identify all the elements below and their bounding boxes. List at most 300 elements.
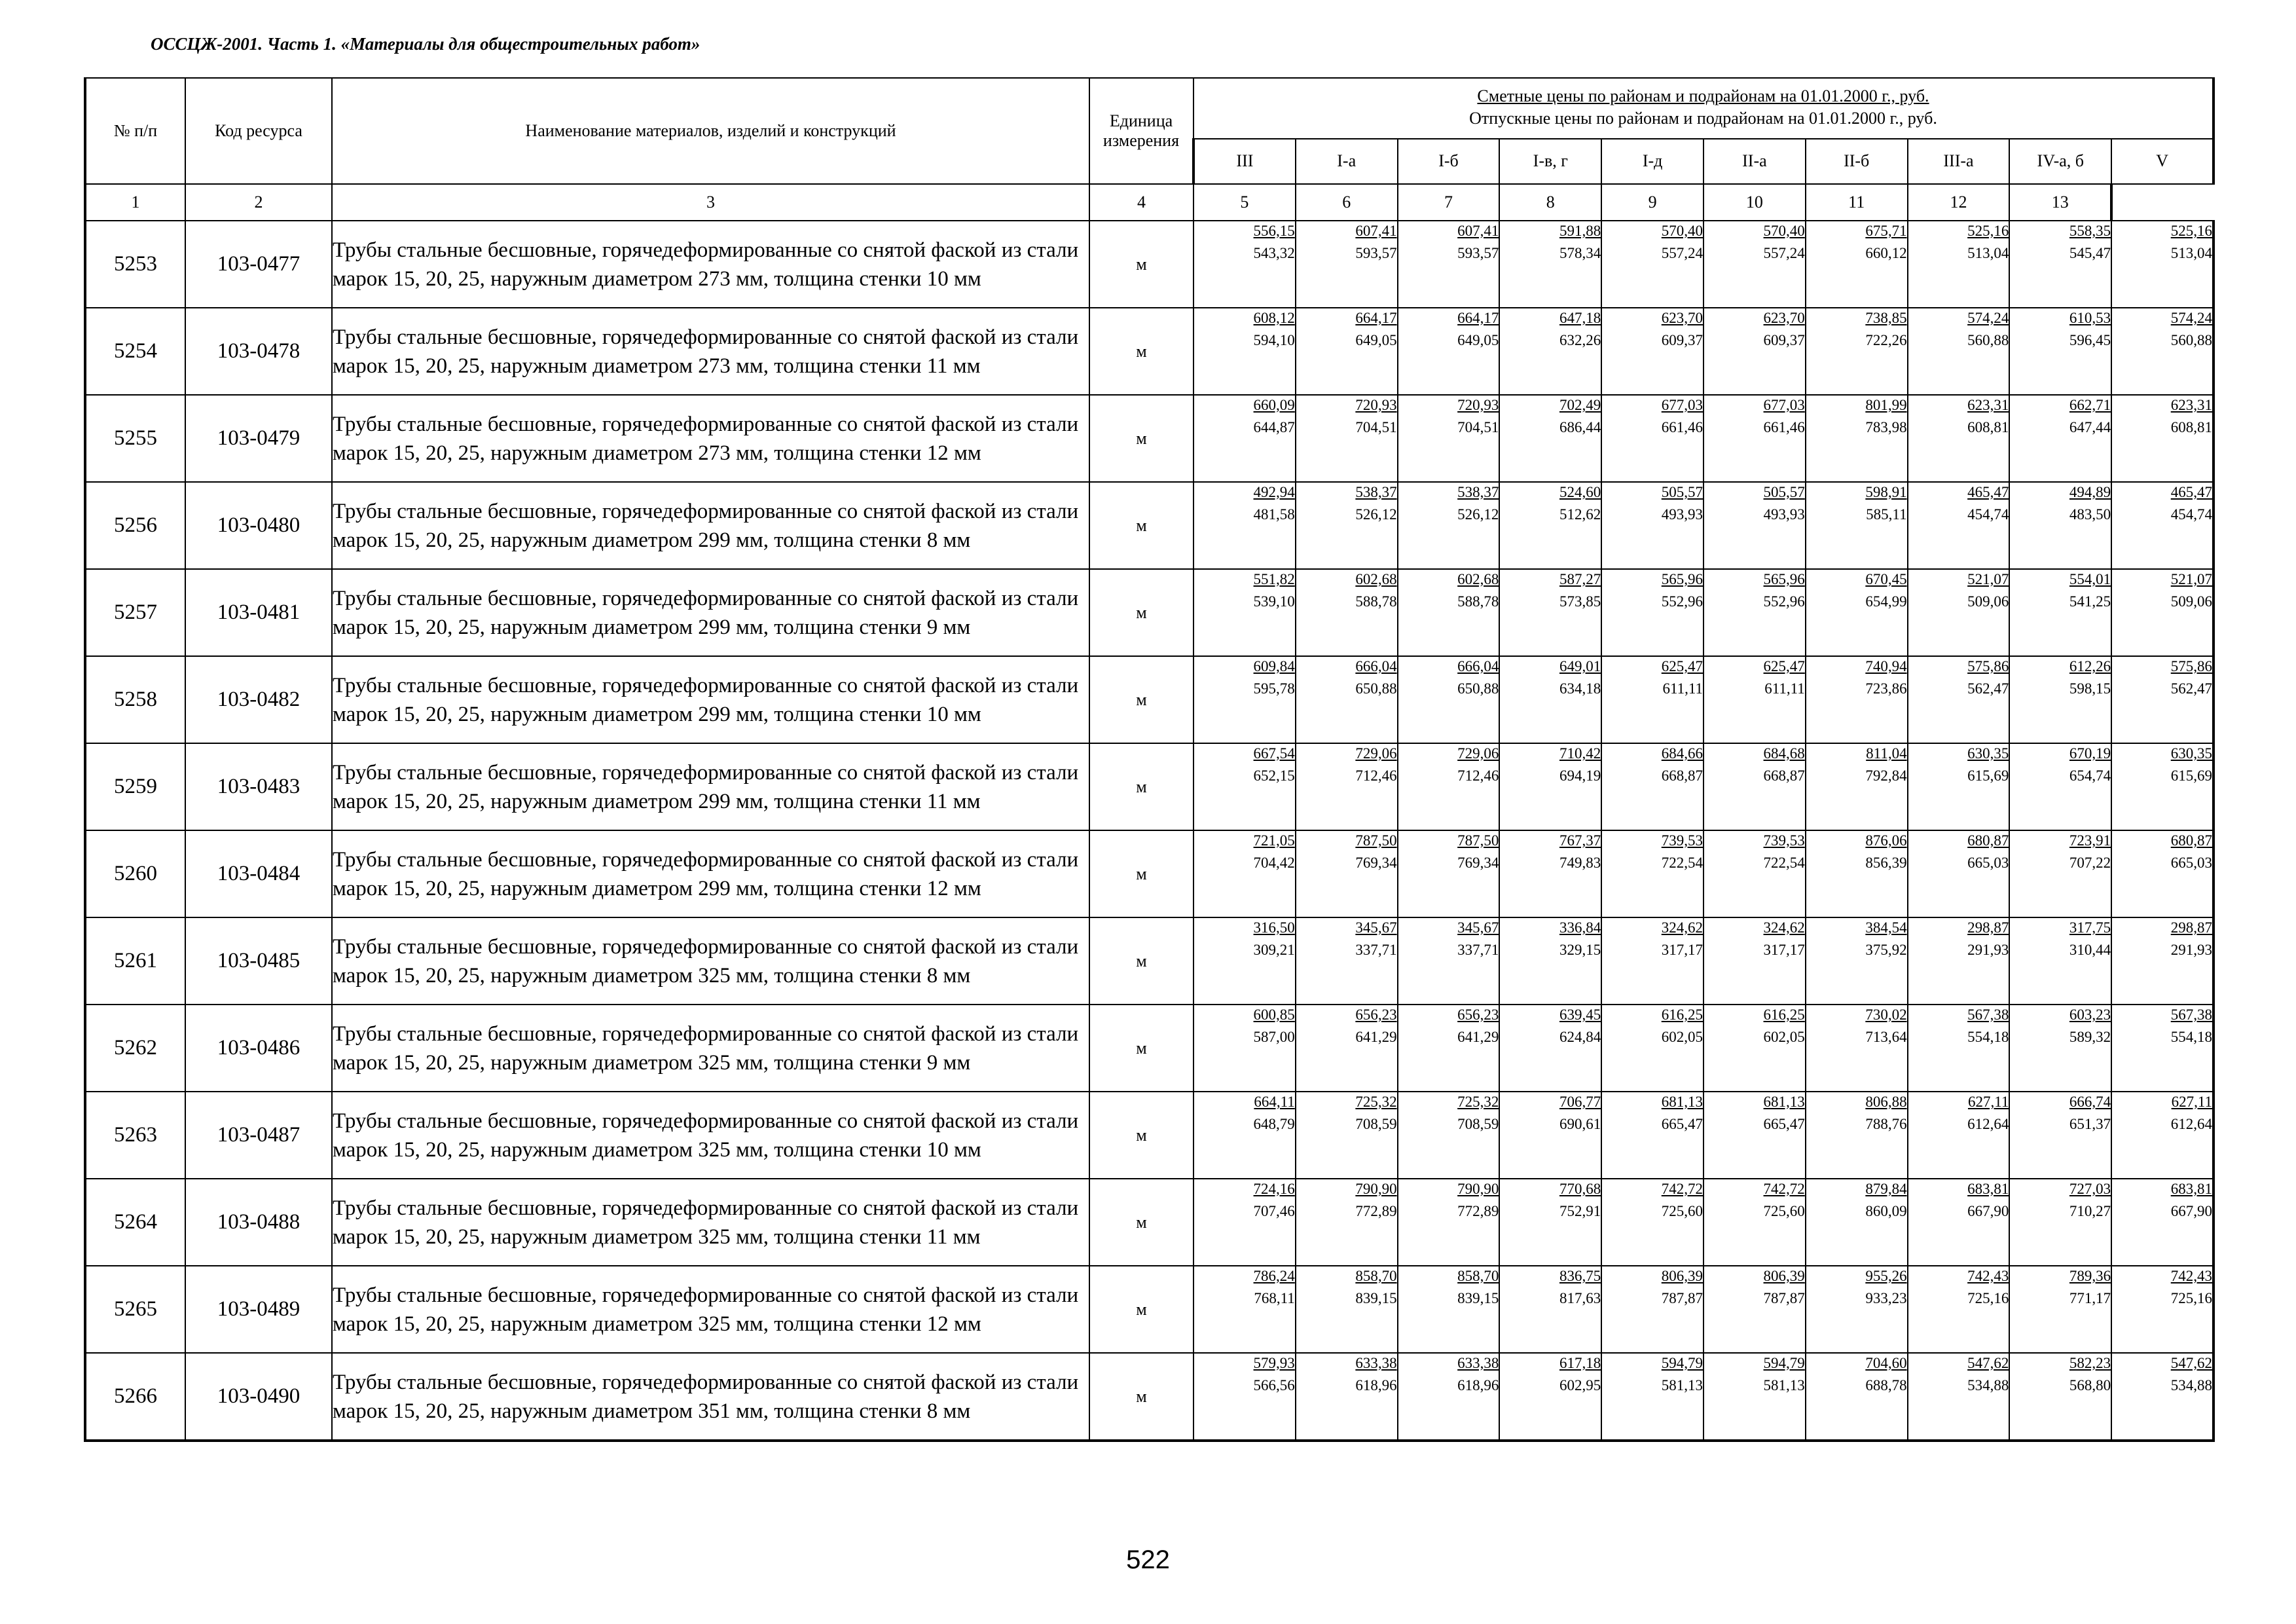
estimate-price: 594,79 xyxy=(1763,1355,1805,1371)
price-cell xyxy=(1908,743,2010,830)
price-cell xyxy=(1704,482,1806,569)
resource-code: 103-0481 xyxy=(185,569,332,656)
estimate-price: 551,82 xyxy=(1253,571,1295,587)
release-price: 665,47 xyxy=(1661,1116,1703,1132)
release-price: 933,23 xyxy=(1865,1290,1907,1306)
estimate-price: 547,62 xyxy=(1967,1355,2009,1371)
price-cell xyxy=(1806,917,1908,1005)
price-cell xyxy=(2111,1092,2214,1179)
header-region: III-а xyxy=(1908,139,2010,184)
row-number: 5259 xyxy=(85,743,185,830)
estimate-price: 630,35 xyxy=(1967,745,2009,762)
release-price: 769,34 xyxy=(1457,855,1499,871)
unit-cell: м xyxy=(1089,743,1194,830)
price-cell xyxy=(1704,308,1806,395)
resource-code: 103-0478 xyxy=(185,308,332,395)
release-price: 562,47 xyxy=(2170,680,2212,697)
release-price: 722,54 xyxy=(1763,855,1805,871)
release-price: 557,24 xyxy=(1763,245,1805,261)
estimate-price: 608,12 xyxy=(1253,310,1295,326)
release-price: 641,29 xyxy=(1355,1029,1397,1045)
estimate-price: 858,70 xyxy=(1355,1268,1397,1284)
release-price: 771,17 xyxy=(2069,1290,2111,1306)
release-price: 860,09 xyxy=(1865,1203,1907,1219)
estimate-price: 298,87 xyxy=(1967,919,2009,936)
price-cell xyxy=(1806,308,1908,395)
release-price: 588,78 xyxy=(1355,593,1397,610)
price-table xyxy=(84,77,2215,1442)
release-price: 787,87 xyxy=(1763,1290,1805,1306)
price-cell xyxy=(2111,308,2214,395)
unit-cell: м xyxy=(1089,569,1194,656)
price-cell xyxy=(1398,743,1500,830)
material-name: Трубы стальные бесшовные, горячедеформированные со снятой фаской из стали марок 15, 20, 25, наружным диаметром 325 мм, толщина стенки 10 мм xyxy=(332,1092,1089,1179)
header-region: II-а xyxy=(1704,139,1806,184)
page-number: 522 xyxy=(1126,1545,1170,1574)
price-cell xyxy=(1194,1266,1296,1353)
header-name: Наименование материалов, изделий и конструкций xyxy=(332,78,1089,184)
estimate-price: 876,06 xyxy=(1865,832,1907,849)
price-cell xyxy=(1296,917,1398,1005)
release-price: 690,61 xyxy=(1559,1116,1601,1132)
price-cell xyxy=(1704,1092,1806,1179)
release-price: 545,47 xyxy=(2069,245,2111,261)
release-price: 708,59 xyxy=(1457,1116,1499,1132)
estimate-price: 465,47 xyxy=(1967,484,2009,500)
release-price: 725,60 xyxy=(1661,1203,1703,1219)
estimate-price: 610,53 xyxy=(2069,310,2111,326)
price-cell xyxy=(1806,221,1908,308)
estimate-price: 492,94 xyxy=(1253,484,1295,500)
column-number: 6 xyxy=(1296,184,1398,221)
release-price: 329,15 xyxy=(1559,942,1601,958)
release-price: 651,37 xyxy=(2069,1116,2111,1132)
estimate-price: 525,16 xyxy=(2170,223,2212,239)
table-row xyxy=(85,1005,2214,1092)
release-price: 593,57 xyxy=(1355,245,1397,261)
estimate-price: 317,75 xyxy=(2069,919,2111,936)
price-cell xyxy=(1601,1005,1704,1092)
estimate-price: 742,43 xyxy=(1967,1268,2009,1284)
estimate-price: 556,15 xyxy=(1253,223,1295,239)
release-price: 704,51 xyxy=(1355,419,1397,435)
material-name: Трубы стальные бесшовные, горячедеформированные со снятой фаской из стали марок 15, 20, 25, наружным диаметром 299 мм, толщина стенки 11 мм xyxy=(332,743,1089,830)
release-price: 493,93 xyxy=(1763,506,1805,523)
unit-cell: м xyxy=(1089,656,1194,743)
release-price: 704,42 xyxy=(1253,855,1295,871)
estimate-price: 505,57 xyxy=(1661,484,1703,500)
release-price: 694,19 xyxy=(1559,767,1601,784)
release-price: 722,26 xyxy=(1865,332,1907,348)
resource-code: 103-0485 xyxy=(185,917,332,1005)
header-release-prices: Отпускные цены по районам и подрайонам на 01.01.2000 г., руб. xyxy=(1469,109,1937,128)
release-price: 661,46 xyxy=(1763,419,1805,435)
price-cell xyxy=(1194,656,1296,743)
release-price: 483,50 xyxy=(2069,506,2111,523)
material-name: Трубы стальные бесшовные, горячедеформированные со снятой фаской из стали марок 15, 20, 25, наружным диаметром 299 мм, толщина стенки 10 мм xyxy=(332,656,1089,743)
release-price: 649,05 xyxy=(1355,332,1397,348)
material-name: Трубы стальные бесшовные, горячедеформированные со снятой фаской из стали марок 15, 20, 25, наружным диаметром 273 мм, толщина стенки 12 мм xyxy=(332,395,1089,482)
price-cell xyxy=(2111,1005,2214,1092)
price-cell xyxy=(1806,482,1908,569)
estimate-price: 786,24 xyxy=(1253,1268,1295,1284)
header-region: I-в, г xyxy=(1499,139,1601,184)
estimate-price: 647,18 xyxy=(1559,310,1601,326)
price-cell xyxy=(1194,395,1296,482)
price-cell xyxy=(1194,569,1296,656)
release-price: 310,44 xyxy=(2069,942,2111,958)
release-price: 513,04 xyxy=(1967,245,2009,261)
row-number: 5261 xyxy=(85,917,185,1005)
price-cell xyxy=(1398,830,1500,917)
price-cell xyxy=(2009,221,2111,308)
price-cell xyxy=(1499,1092,1601,1179)
release-price: 612,64 xyxy=(2170,1116,2212,1132)
estimate-price: 742,43 xyxy=(2170,1268,2212,1284)
price-cell xyxy=(1194,221,1296,308)
price-cell xyxy=(1194,743,1296,830)
release-price: 602,05 xyxy=(1763,1029,1805,1045)
resource-code: 103-0488 xyxy=(185,1179,332,1266)
price-cell xyxy=(2009,308,2111,395)
estimate-price: 384,54 xyxy=(1865,919,1907,936)
column-number: 2 xyxy=(185,184,332,221)
unit-cell: м xyxy=(1089,1353,1194,1441)
estimate-price: 602,68 xyxy=(1457,571,1499,587)
resource-code: 103-0484 xyxy=(185,830,332,917)
estimate-price: 617,18 xyxy=(1559,1355,1601,1371)
price-cell xyxy=(1806,569,1908,656)
estimate-price: 858,70 xyxy=(1457,1268,1499,1284)
header-region: I-д xyxy=(1601,139,1704,184)
release-price: 654,99 xyxy=(1865,593,1907,610)
release-price: 648,79 xyxy=(1253,1116,1295,1132)
estimate-price: 521,07 xyxy=(2170,571,2212,587)
price-cell xyxy=(1908,482,2010,569)
release-price: 337,71 xyxy=(1355,942,1397,958)
estimate-price: 790,90 xyxy=(1457,1181,1499,1197)
estimate-price: 625,47 xyxy=(1661,658,1703,674)
release-price: 609,37 xyxy=(1763,332,1805,348)
release-price: 552,96 xyxy=(1661,593,1703,610)
release-price: 454,74 xyxy=(2170,506,2212,523)
table-row xyxy=(85,1266,2214,1353)
release-price: 686,44 xyxy=(1559,419,1601,435)
release-price: 609,37 xyxy=(1661,332,1703,348)
release-price: 291,93 xyxy=(2170,942,2212,958)
price-cell xyxy=(1499,1353,1601,1441)
estimate-price: 554,01 xyxy=(2069,571,2111,587)
estimate-price: 633,38 xyxy=(1355,1355,1397,1371)
price-cell xyxy=(1908,308,2010,395)
price-cell xyxy=(1499,221,1601,308)
price-cell xyxy=(2009,743,2111,830)
price-cell xyxy=(1601,656,1704,743)
material-name: Трубы стальные бесшовные, горячедеформированные со снятой фаской из стали марок 15, 20, 25, наружным диаметром 325 мм, толщина стенки 11 мм xyxy=(332,1179,1089,1266)
price-cell xyxy=(1704,1266,1806,1353)
price-cell xyxy=(1398,1005,1500,1092)
material-name: Трубы стальные бесшовные, горячедеформированные со снятой фаской из стали марок 15, 20, 25, наружным диаметром 325 мм, толщина стенки 12 мм xyxy=(332,1266,1089,1353)
price-cell xyxy=(1499,308,1601,395)
estimate-price: 465,47 xyxy=(2170,484,2212,500)
price-cell xyxy=(2009,482,2111,569)
header-region: III xyxy=(1194,139,1296,184)
resource-code: 103-0483 xyxy=(185,743,332,830)
estimate-price: 345,67 xyxy=(1355,919,1397,936)
document-header: ОССЦЖ-2001. Часть 1. «Материалы для общестроительных работ» xyxy=(151,34,701,54)
estimate-price: 627,11 xyxy=(2171,1094,2212,1110)
price-cell xyxy=(1908,1005,2010,1092)
price-cell xyxy=(1194,917,1296,1005)
release-price: 566,56 xyxy=(1253,1377,1295,1393)
release-price: 560,88 xyxy=(1967,332,2009,348)
release-price: 634,18 xyxy=(1559,680,1601,697)
price-cell xyxy=(1296,1353,1398,1441)
price-cell xyxy=(1806,1005,1908,1092)
price-cell xyxy=(1499,917,1601,1005)
release-price: 588,78 xyxy=(1457,593,1499,610)
column-number: 4 xyxy=(1089,184,1194,221)
estimate-price: 623,70 xyxy=(1763,310,1805,326)
material-name: Трубы стальные бесшовные, горячедеформированные со снятой фаской из стали марок 15, 20, 25, наружным диаметром 299 мм, толщина стенки 8 мм xyxy=(332,482,1089,569)
material-name: Трубы стальные бесшовные, горячедеформированные со снятой фаской из стали марок 15, 20, 25, наружным диаметром 299 мм, толщина стенки 9 мм xyxy=(332,569,1089,656)
estimate-price: 316,50 xyxy=(1253,919,1295,936)
column-number: 8 xyxy=(1499,184,1601,221)
release-price: 602,95 xyxy=(1559,1377,1601,1393)
column-number: 5 xyxy=(1194,184,1296,221)
release-price: 839,15 xyxy=(1457,1290,1499,1306)
column-number: 3 xyxy=(332,184,1089,221)
table-row xyxy=(85,656,2214,743)
release-price: 769,34 xyxy=(1355,855,1397,871)
release-price: 534,88 xyxy=(2170,1377,2212,1393)
release-price: 749,83 xyxy=(1559,855,1601,871)
price-cell xyxy=(1296,482,1398,569)
material-name: Трубы стальные бесшовные, горячедеформированные со снятой фаской из стали марок 15, 20, 25, наружным диаметром 325 мм, толщина стенки 8 мм xyxy=(332,917,1089,1005)
row-number: 5254 xyxy=(85,308,185,395)
estimate-price: 656,23 xyxy=(1355,1006,1397,1023)
release-price: 611,11 xyxy=(1662,680,1703,697)
price-cell xyxy=(2111,1179,2214,1266)
release-price: 665,03 xyxy=(2170,855,2212,871)
unit-cell: м xyxy=(1089,395,1194,482)
release-price: 543,32 xyxy=(1253,245,1295,261)
price-cell xyxy=(2009,1266,2111,1353)
release-price: 589,32 xyxy=(2069,1029,2111,1045)
estimate-price: 720,93 xyxy=(1457,397,1499,413)
row-number: 5258 xyxy=(85,656,185,743)
estimate-price: 742,72 xyxy=(1661,1181,1703,1197)
release-price: 526,12 xyxy=(1457,506,1499,523)
release-price: 650,88 xyxy=(1355,680,1397,697)
price-cell xyxy=(2009,1005,2111,1092)
estimate-price: 574,24 xyxy=(2170,310,2212,326)
estimate-price: 787,50 xyxy=(1355,832,1397,849)
release-price: 454,74 xyxy=(1967,506,2009,523)
release-price: 562,47 xyxy=(1967,680,2009,697)
price-cell xyxy=(1601,482,1704,569)
release-price: 817,63 xyxy=(1559,1290,1601,1306)
release-price: 707,22 xyxy=(2069,855,2111,871)
column-number: 12 xyxy=(1908,184,2010,221)
estimate-price: 639,45 xyxy=(1559,1006,1601,1023)
price-cell xyxy=(1296,221,1398,308)
estimate-price: 575,86 xyxy=(2170,658,2212,674)
price-cell xyxy=(1601,395,1704,482)
price-cell xyxy=(1601,917,1704,1005)
price-cell xyxy=(1296,308,1398,395)
release-price: 581,13 xyxy=(1763,1377,1805,1393)
table-row xyxy=(85,743,2214,830)
estimate-price: 729,06 xyxy=(1355,745,1397,762)
release-price: 713,64 xyxy=(1865,1029,1907,1045)
column-number: 1 xyxy=(85,184,185,221)
estimate-price: 324,62 xyxy=(1661,919,1703,936)
price-cell xyxy=(1296,656,1398,743)
row-number: 5264 xyxy=(85,1179,185,1266)
price-cell xyxy=(1806,656,1908,743)
estimate-price: 603,23 xyxy=(2069,1006,2111,1023)
price-cell xyxy=(1296,1266,1398,1353)
column-number: 9 xyxy=(1601,184,1704,221)
release-price: 665,03 xyxy=(1967,855,2009,871)
estimate-price: 720,93 xyxy=(1355,397,1397,413)
estimate-price: 570,40 xyxy=(1661,223,1703,239)
release-price: 725,60 xyxy=(1763,1203,1805,1219)
header-code: Код ресурса xyxy=(185,78,332,184)
estimate-price: 742,72 xyxy=(1763,1181,1805,1197)
estimate-price: 677,03 xyxy=(1763,397,1805,413)
estimate-price: 649,01 xyxy=(1559,658,1601,674)
estimate-price: 627,11 xyxy=(1967,1094,2009,1110)
price-cell xyxy=(1908,221,2010,308)
estimate-price: 625,47 xyxy=(1763,658,1805,674)
price-cell xyxy=(1806,1092,1908,1179)
release-price: 668,87 xyxy=(1763,767,1805,784)
estimate-price: 704,60 xyxy=(1865,1355,1907,1371)
header-no: № п/п xyxy=(85,78,185,184)
table-row xyxy=(85,1179,2214,1266)
release-price: 317,17 xyxy=(1763,942,1805,958)
price-cell xyxy=(1806,1266,1908,1353)
price-cell xyxy=(1806,743,1908,830)
release-price: 649,05 xyxy=(1457,332,1499,348)
estimate-price: 623,70 xyxy=(1661,310,1703,326)
release-price: 594,10 xyxy=(1253,332,1295,348)
price-cell xyxy=(1398,1353,1500,1441)
release-price: 787,87 xyxy=(1661,1290,1703,1306)
estimate-price: 739,53 xyxy=(1763,832,1805,849)
unit-cell: м xyxy=(1089,1005,1194,1092)
release-price: 513,04 xyxy=(2170,245,2212,261)
unit-cell: м xyxy=(1089,917,1194,1005)
price-cell xyxy=(1398,917,1500,1005)
release-price: 650,88 xyxy=(1457,680,1499,697)
release-price: 509,06 xyxy=(1967,593,2009,610)
release-price: 618,96 xyxy=(1457,1377,1499,1393)
release-price: 291,93 xyxy=(1967,942,2009,958)
estimate-price: 609,84 xyxy=(1253,658,1295,674)
price-cell xyxy=(1296,830,1398,917)
price-cell xyxy=(1806,1179,1908,1266)
estimate-price: 667,54 xyxy=(1253,745,1295,762)
estimate-price: 494,89 xyxy=(2069,484,2111,500)
price-cell xyxy=(2111,830,2214,917)
column-number: 7 xyxy=(1398,184,1500,221)
release-price: 660,12 xyxy=(1865,245,1907,261)
price-cell xyxy=(1601,308,1704,395)
table-row xyxy=(85,569,2214,656)
material-name: Трубы стальные бесшовные, горячедеформированные со снятой фаской из стали марок 15, 20, 25, наружным диаметром 273 мм, толщина стенки 10 мм xyxy=(332,221,1089,308)
unit-cell: м xyxy=(1089,1266,1194,1353)
estimate-price: 662,71 xyxy=(2069,397,2111,413)
unit-cell: м xyxy=(1089,221,1194,308)
price-cell xyxy=(2009,830,2111,917)
price-cell xyxy=(1908,1179,2010,1266)
row-number: 5256 xyxy=(85,482,185,569)
price-cell xyxy=(1296,395,1398,482)
table-row xyxy=(85,482,2214,569)
release-price: 596,45 xyxy=(2069,332,2111,348)
release-price: 568,80 xyxy=(2069,1377,2111,1393)
release-price: 573,85 xyxy=(1559,593,1601,610)
price-cell xyxy=(2009,1179,2111,1266)
release-price: 723,86 xyxy=(1865,680,1907,697)
release-price: 788,76 xyxy=(1865,1116,1907,1132)
table-row xyxy=(85,1353,2214,1441)
material-name: Трубы стальные бесшовные, горячедеформированные со снятой фаской из стали марок 15, 20, 25, наружным диаметром 325 мм, толщина стенки 9 мм xyxy=(332,1005,1089,1092)
release-price: 712,46 xyxy=(1355,767,1397,784)
estimate-price: 664,17 xyxy=(1457,310,1499,326)
release-price: 856,39 xyxy=(1865,855,1907,871)
estimate-price: 524,60 xyxy=(1559,484,1601,500)
price-cell xyxy=(1194,482,1296,569)
price-cell xyxy=(1704,395,1806,482)
price-cell xyxy=(2009,917,2111,1005)
estimate-price: 806,88 xyxy=(1865,1094,1907,1110)
price-cell xyxy=(1398,1092,1500,1179)
table-body xyxy=(85,221,2214,1441)
price-cell xyxy=(1194,308,1296,395)
price-cell xyxy=(1908,830,2010,917)
price-cell xyxy=(1908,1092,2010,1179)
release-price: 541,25 xyxy=(2069,593,2111,610)
estimate-price: 623,31 xyxy=(1967,397,2009,413)
estimate-price: 729,06 xyxy=(1457,745,1499,762)
estimate-price: 806,39 xyxy=(1763,1268,1805,1284)
release-price: 509,06 xyxy=(2170,593,2212,610)
release-price: 554,18 xyxy=(2170,1029,2212,1045)
price-cell xyxy=(1704,917,1806,1005)
estimate-price: 594,79 xyxy=(1661,1355,1703,1371)
price-cell xyxy=(1499,1179,1601,1266)
material-name: Трубы стальные бесшовные, горячедеформированные со снятой фаской из стали марок 15, 20, 25, наружным диаметром 351 мм, толщина стенки 8 мм xyxy=(332,1353,1089,1441)
release-price: 578,34 xyxy=(1559,245,1601,261)
price-cell xyxy=(1398,1266,1500,1353)
price-cell xyxy=(2111,743,2214,830)
release-price: 710,27 xyxy=(2069,1203,2111,1219)
price-cell xyxy=(2009,1092,2111,1179)
release-price: 608,81 xyxy=(1967,419,2009,435)
estimate-price: 681,13 xyxy=(1763,1094,1805,1110)
estimate-price: 538,37 xyxy=(1355,484,1397,500)
price-cell xyxy=(1908,1266,2010,1353)
unit-cell: м xyxy=(1089,1179,1194,1266)
header-region: II-б xyxy=(1806,139,1908,184)
release-price: 707,46 xyxy=(1253,1203,1295,1219)
price-cell xyxy=(1908,656,2010,743)
resource-code: 103-0486 xyxy=(185,1005,332,1092)
